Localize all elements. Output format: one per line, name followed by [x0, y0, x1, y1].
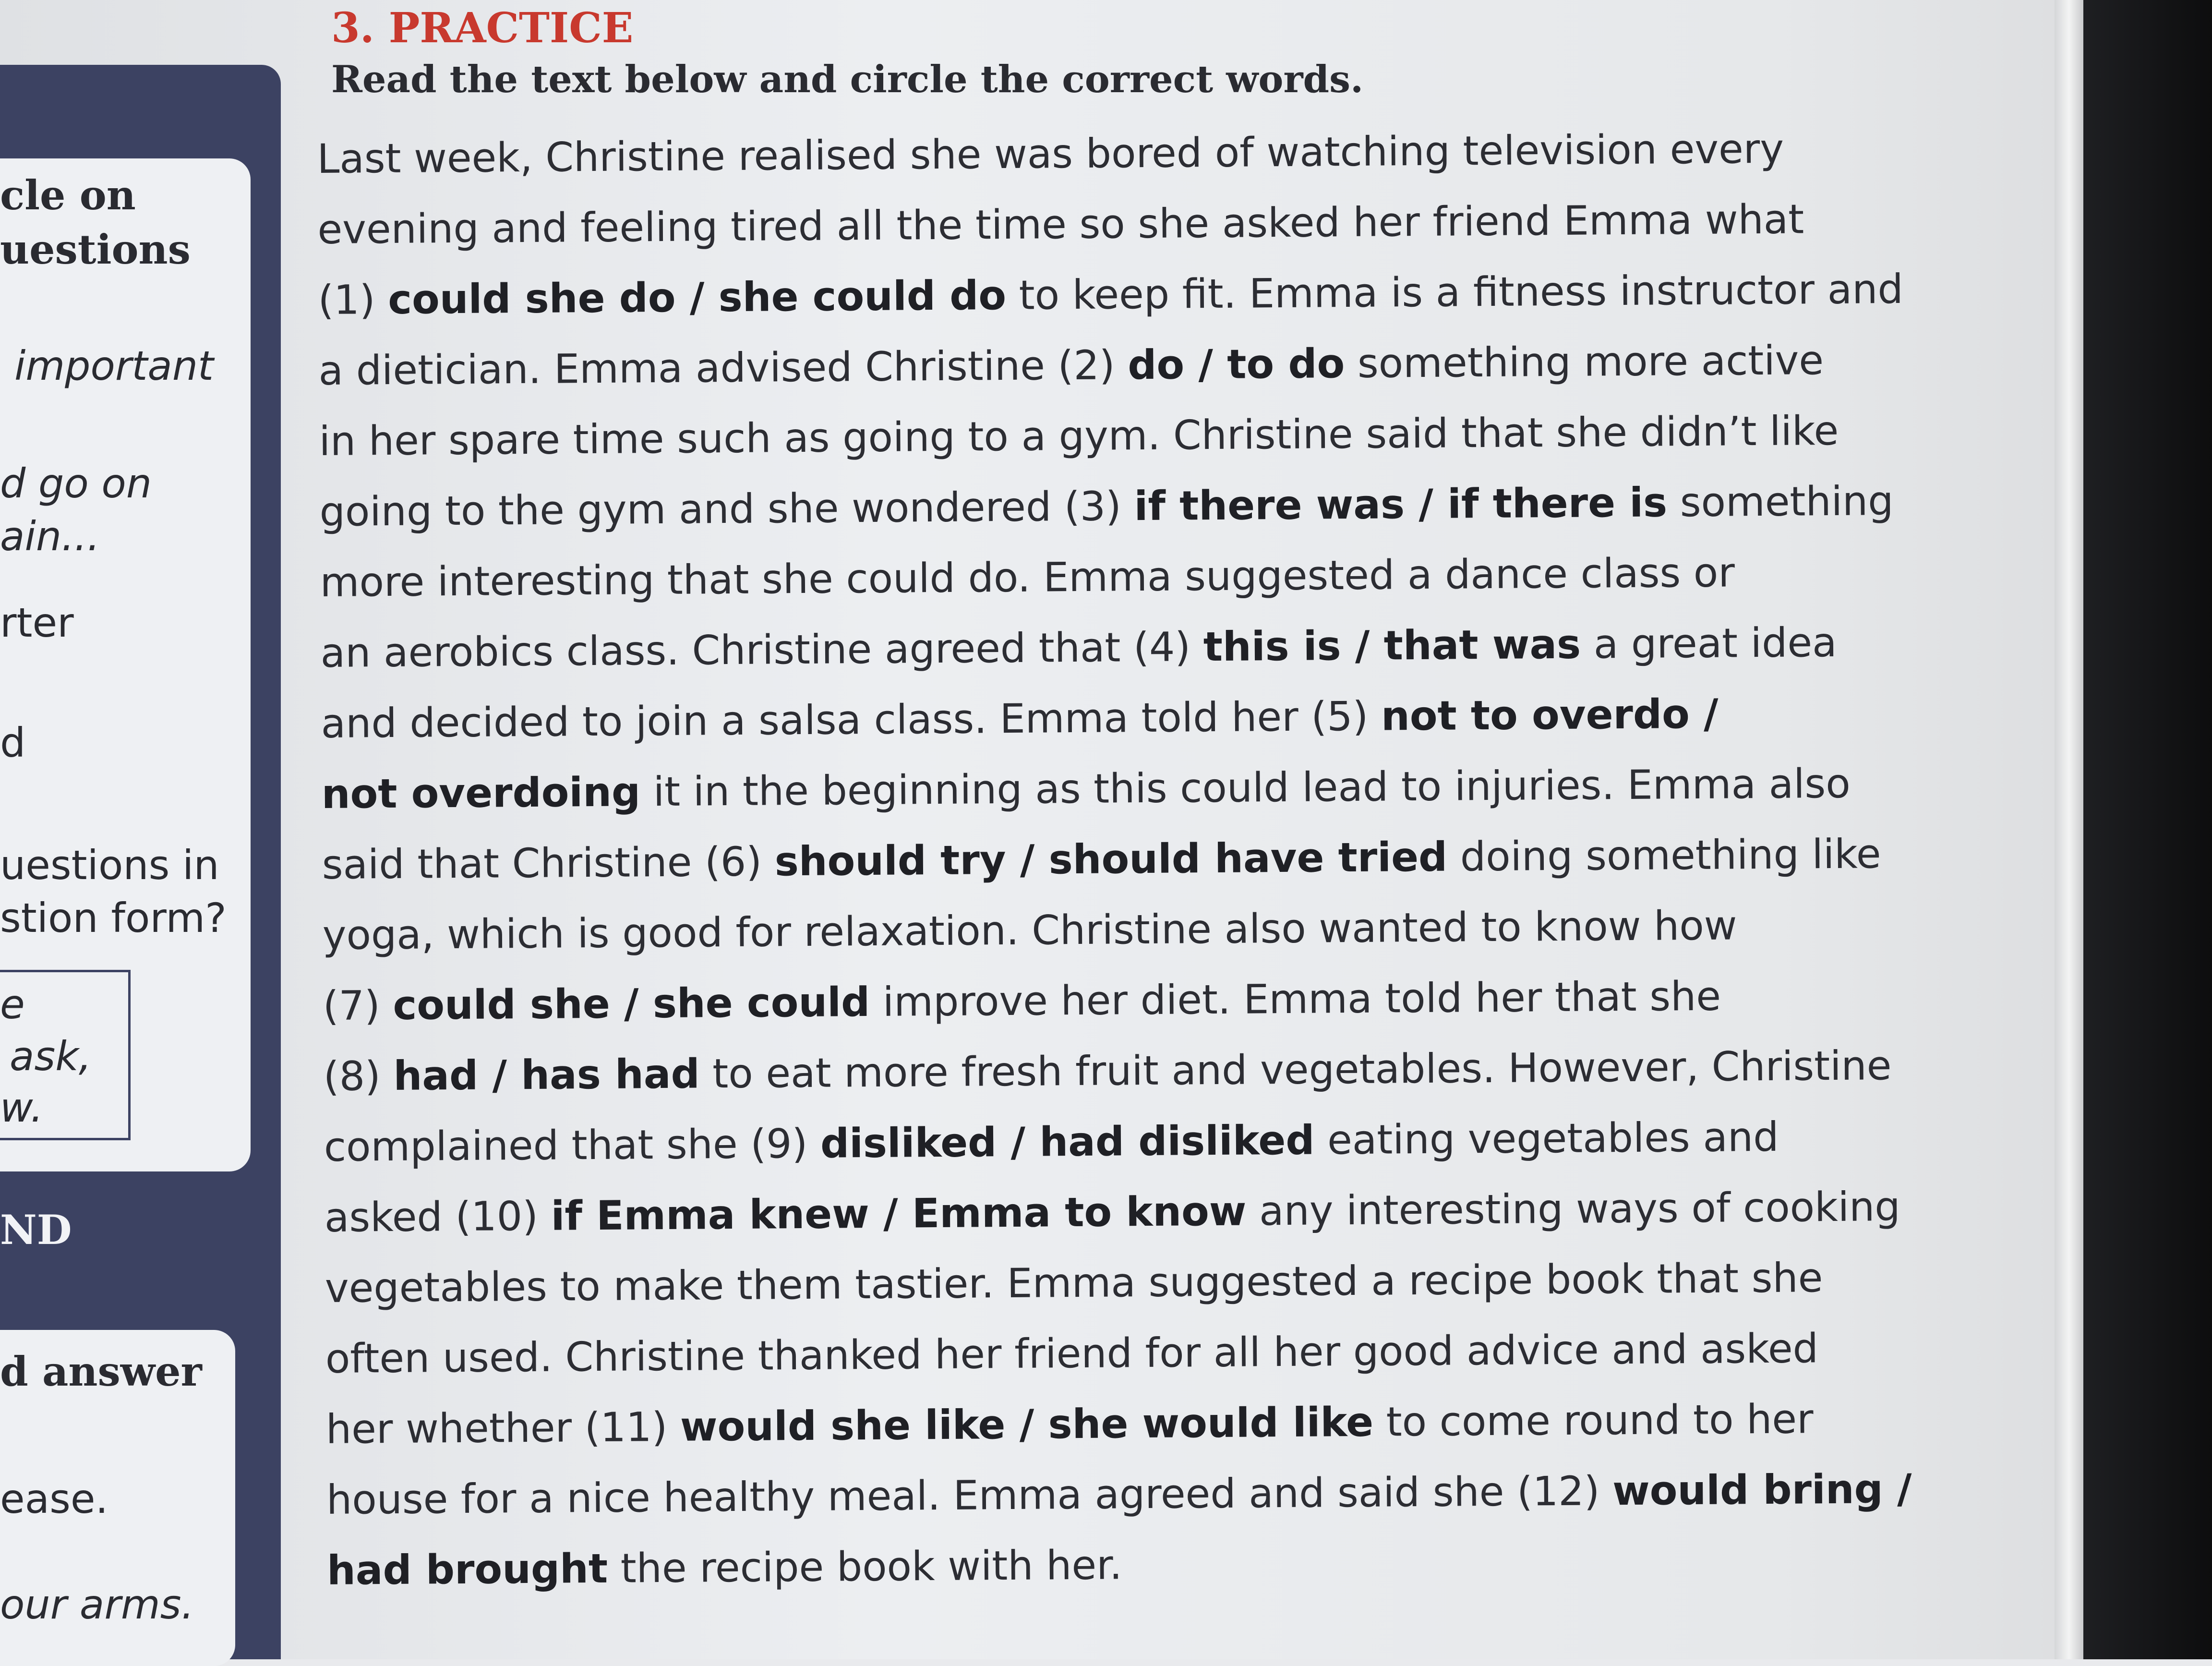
passage-line: house for a nice healthy meal. Emma agreed and said she (12) would bring /: [326, 1465, 1912, 1523]
answer-choice: had brought: [326, 1545, 608, 1594]
sidebar-fragment: w.: [0, 1084, 44, 1131]
answer-choice: if Emma knew / Emma to know: [551, 1187, 1247, 1240]
sidebar-fragment: ask,: [10, 1033, 92, 1080]
answer-choice: if there was / if there is: [1134, 479, 1668, 530]
sidebar-fragment: ease.: [0, 1475, 108, 1522]
sidebar-fragment: rter: [0, 599, 74, 646]
sidebar-fragment: uestions in: [0, 842, 219, 889]
sidebar-fragment: important: [14, 342, 214, 389]
section-title: 3. PRACTICE: [331, 4, 634, 52]
passage-line: (8) had / has had to eat more fresh fruit and vegetables. However, Christine: [323, 1042, 1892, 1100]
passage-line: an aerobics class. Christine agreed that (4) this is / that was a great idea: [320, 618, 1837, 676]
passage-line: her whether (11) would she like / she would like to come round to her: [325, 1395, 1814, 1453]
passage-line: said that Christine (6) should try / should have tried doing something like: [322, 830, 1881, 888]
passage-line: more interesting that she could do. Emma suggested a dance class or: [320, 549, 1735, 606]
passage-line: yoga, which is good for relaxation. Christine also wanted to know how: [322, 902, 1737, 959]
answer-choice: would she like / she would like: [680, 1398, 1374, 1450]
exercise-passage: [317, 113, 1912, 1606]
answer-choice: should try / should have tried: [774, 833, 1448, 885]
sidebar-fragment: d answer: [0, 1348, 202, 1395]
passage-line: Last week, Christine realised she was bored of watching television every: [317, 125, 1784, 182]
passage-line: not overdoing it in the beginning as this could lead to injuries. Emma also: [321, 760, 1851, 818]
sidebar-fragment: stion form?: [0, 894, 227, 942]
sidebar-fragment: our arms.: [0, 1581, 194, 1628]
passage-line: (1) could she do / she could do to keep fit. Emma is a fitness instructor and: [318, 265, 1904, 324]
sidebar-fragment: e: [0, 981, 25, 1028]
sidebar-fragment: d: [0, 719, 26, 766]
passage-line: (7) could she / she could improve her diet. Emma told her that she: [323, 972, 1721, 1029]
answer-choice: could she do / she could do: [387, 271, 1007, 323]
exercise-instruction: Read the text below and circle the correct words.: [331, 58, 1364, 101]
answer-choice: disliked / had disliked: [820, 1116, 1315, 1167]
background-edge: [2083, 0, 2212, 1659]
answer-choice: not to overdo /: [1381, 690, 1719, 740]
passage-line: often used. Christine thanked her friend for all her good advice and asked: [325, 1325, 1819, 1382]
passage-line: asked (10) if Emma knew / Emma to know any interesting ways of cooking: [324, 1183, 1900, 1241]
passage-line: complained that she (9) disliked / had disliked eating vegetables and: [324, 1113, 1779, 1171]
passage-line: vegetables to make them tastier. Emma suggested a recipe book that she: [325, 1254, 1823, 1312]
sidebar-fragment: uestions: [0, 226, 191, 273]
sidebar-fragment: ain...: [0, 513, 100, 560]
answer-choice: could she / she could: [393, 978, 870, 1029]
page-edge: [2055, 0, 2083, 1659]
passage-line: in her spare time such as going to a gym. Christine said that she didn’t like: [319, 407, 1839, 465]
sidebar-fragment: cle on: [0, 171, 136, 219]
answer-choice: not overdoing: [321, 768, 641, 818]
passage-line: evening and feeling tired all the time so she asked her friend Emma what: [317, 195, 1804, 253]
passage-line: going to the gym and she wondered (3) if there was / if there is something: [319, 477, 1894, 535]
answer-choice: would bring /: [1612, 1465, 1912, 1515]
answer-choice: had / has had: [393, 1050, 700, 1099]
sidebar-heading: ND: [0, 1206, 72, 1254]
passage-line: had brought the recipe book with her.: [326, 1541, 1123, 1594]
answer-choice: do / to do: [1127, 340, 1345, 389]
passage-line: a dietician. Emma advised Christine (2) do / to do something more active: [318, 337, 1824, 394]
answer-choice: this is / that was: [1203, 620, 1581, 671]
passage-line: and decided to join a salsa class. Emma told her (5) not to overdo /: [321, 690, 1719, 747]
sidebar-fragment: d go on: [0, 460, 152, 507]
